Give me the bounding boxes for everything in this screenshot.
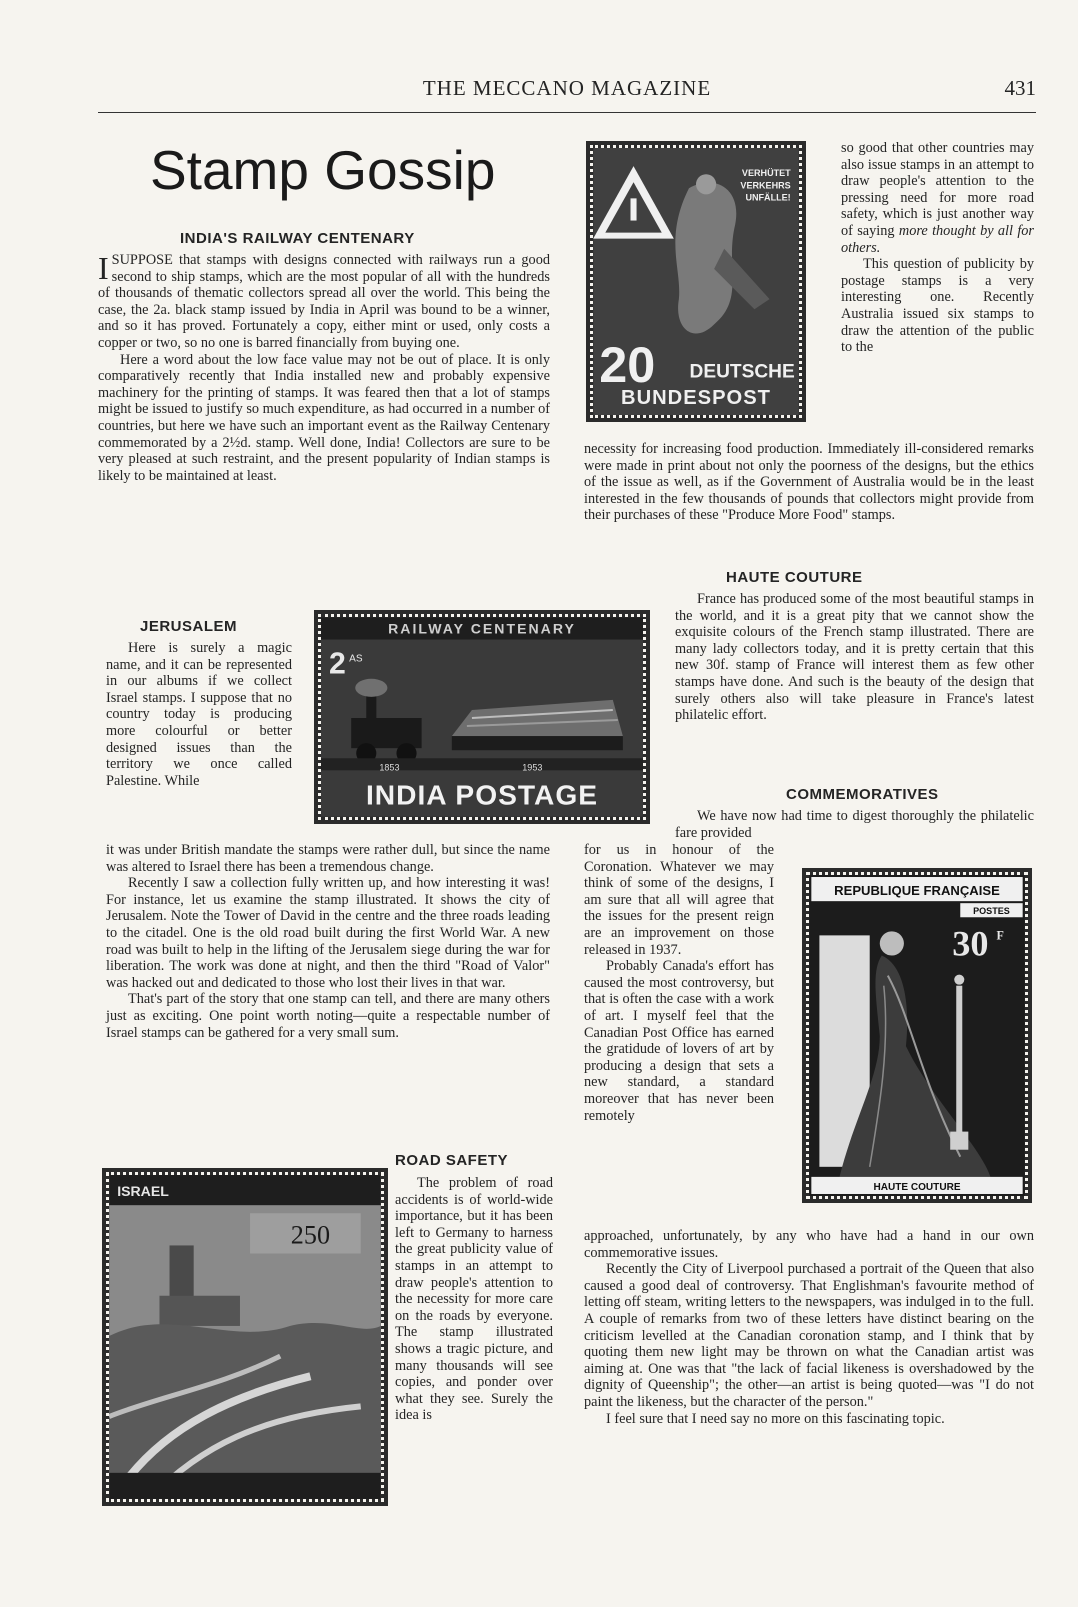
- stamp-banner-text: RAILWAY CENTENARY: [388, 620, 576, 637]
- stamp-line-1: DEUTSCHE: [689, 361, 795, 383]
- stamp-country: ISRAEL: [117, 1183, 169, 1200]
- stamp-warning-line-2: VERKEHRS: [740, 180, 791, 191]
- india-text: [98, 252, 550, 484]
- commemoratives-text-wide: [584, 1228, 1034, 1427]
- jerusalem-text-wide: [106, 842, 550, 1041]
- stamp-country: REPUBLIQUE FRANÇAISE: [834, 883, 1000, 899]
- stamp-value: 250: [290, 1220, 331, 1250]
- article-title: Stamp Gossip: [150, 139, 496, 201]
- heading-road-safety: ROAD SAFETY: [395, 1152, 509, 1169]
- stamp-value: 2: [329, 647, 346, 681]
- magazine-title: THE MECCANO MAGAZINE: [422, 76, 712, 100]
- stamp-year-right: 1953: [522, 762, 543, 773]
- jerusalem-text-narrow: [106, 640, 292, 789]
- road-safety-continued-wide: [584, 441, 1034, 524]
- haute-couture-text: [675, 591, 1034, 724]
- jerusalem-paragraph-3: That's part of the story that one stamp can tell, and there are many others just as exciting. One point worth noting—quite a respectable number of Israel stamps can be gathered for a very small sum.: [106, 991, 550, 1041]
- heading-jerusalem: JERUSALEM: [140, 618, 238, 635]
- india-stamp-art: [321, 617, 643, 817]
- india-railway-stamp: [318, 614, 646, 820]
- india-paragraph-2: Here a word about the low face value may not be out of place. It is only comparatively recently that India installed new and probably expensive machinery for the printing of stamps. It was feared then that a lot of stamps might be issued to justify so much expenditure, as had occurred in a number of countries, but here we have such an important event as the Railway Centenary commemorated by a 2½d. stamp. Well done, India! Collectors are sure to be very pleased at such restraint, and the present popularity of Indian stamps is likely to be maintained at least.: [98, 351, 550, 484]
- commemoratives-text-top: [675, 808, 1034, 841]
- stamp-warning-line-3: UNFÄLLE!: [745, 192, 791, 203]
- page-number: 431: [1004, 76, 1036, 100]
- stamp-year-left: 1853: [379, 762, 400, 773]
- commemoratives-paragraph-1b: for us in honour of the Coronation. Whatever we may think of some of the designs, I am sure that all will agree that the issues for the present reign are an improvement on those released in 1937.: [584, 842, 774, 958]
- drop-cap: I: [98, 250, 109, 286]
- commemoratives-text-narrow: [584, 842, 774, 1124]
- stamp-value: 20: [599, 335, 656, 393]
- france-stamp-art: [809, 875, 1025, 1196]
- commemoratives-paragraph-1a: We have now had time to digest thoroughly the philatelic fare provided: [675, 808, 1034, 841]
- india-paragraph-1: ISUPPOSE that stamps with designs connected with railways run a good second to ship stamps, which are the most popular of all with the hundreds of thousands of thematic collectors spread all over the world. This being the case, the 2a. black stamp issued by India in April was bound to be a winner, and so it has proved. Fortunately a copy, either mint or used, only costs a copper or two, so no one is barred financially from buying one.: [98, 250, 550, 351]
- heading-commemoratives: COMMEMORATIVES: [786, 786, 939, 803]
- france-haute-couture-stamp: [806, 872, 1028, 1199]
- road-safety-continued-narrow: [841, 140, 1034, 356]
- road-safety-text: [395, 1175, 553, 1424]
- jerusalem-paragraph-2: Recently I saw a collection fully written up, and how interesting it was! For instance, let us examine the stamp illustrated. It shows the city of Jerusalem. Note the Tower of David in the centre and the three roads leading to the citadel. One is the old road built during the first World War. A new road was built to help in the lifting of the Jerusalem siege during the war for liberation. The work was done at night, and then the third "Road of Valor" was hacked out and dedicated to those who lost their lives in that war.: [106, 875, 550, 991]
- stamp-postes: POSTES: [973, 906, 1010, 917]
- road-safety-continued-1: so good that other countries may also issue stamps in an attempt to draw people's attention to the pressing need for more road safety, which is just another way of saying more thought by all for others.: [841, 140, 1034, 256]
- commemoratives-paragraph-2b: approached, unfortunately, by any who have had a hand in our own commemorative issues.: [584, 1228, 1034, 1261]
- jerusalem-paragraph-1b: it was under British mandate the stamps were rather dull, but since the name was altered to Israel there has been a tremendous change.: [106, 842, 550, 875]
- israel-stamp-art: [109, 1175, 381, 1499]
- israel-jerusalem-stamp: [106, 1172, 384, 1502]
- jerusalem-paragraph-1a: Here is surely a magic name, and it can be represented in our albums if we collect Israel stamps. I suppose that no country today is producing more colourful or better designed issues than the territory we once called Palestine. While: [106, 640, 292, 789]
- stamp-value-unit: AS: [349, 653, 363, 665]
- germany-road-safety-stamp: [590, 145, 802, 418]
- stamp-country: INDIA POSTAGE: [365, 778, 599, 811]
- road-safety-paragraph-2a: This question of publicity by postage stamps is a very interesting one. Recently Australia issued six stamps to draw the attention of the public to the: [841, 256, 1034, 356]
- commemoratives-paragraph-3: Recently the City of Liverpool purchased a portrait of the Queen that also caused a good deal of controversy. That Englishman's favourite method of letting off steam, writing letters to the newspapers, was indulged in to the full. A couple of remarks from two of these letters have distinct bearing on the criticism levelled at the Canadian coronation stamp, and I think that by quoting them new light may be thrown on what the Canadian artist was aiming at. One was that "the lack of facial likeness is overshadowed by the dignity of Queenship"; the other—an artist is being quoted—was "I do not paint the likeness, but the character of the person.": [584, 1261, 1034, 1410]
- heading-india-railway: INDIA'S RAILWAY CENTENARY: [180, 230, 415, 247]
- germany-stamp-art: [593, 148, 799, 415]
- commemoratives-paragraph-4: I feel sure that I need say no more on this fascinating topic.: [606, 1410, 945, 1427]
- stamp-warning-line-1: VERHÜTET: [741, 168, 791, 179]
- road-safety-paragraph-1: The problem of road accidents is of world-wide importance, but it has been left to Germany to harness the great publicity value of stamps in an attempt to draw people's attention to the necessity for more care on the roads by everyone. The stamp illustrated shows a tragic picture, and many thousands will see copies, and ponder over what they see. Surely the idea is: [395, 1175, 553, 1424]
- heading-haute-couture: HAUTE COUTURE: [726, 569, 863, 586]
- commemoratives-paragraph-2: Probably Canada's effort has caused the most controversy, but that is often the case with a work of art. I myself feel that the Canadian Post Office has earned the gratidude of lovers of art by producing a design that sets a new standard, a standard moreover that has never been remotely: [584, 958, 774, 1124]
- stamp-line-2: BUNDESPOST: [621, 386, 771, 409]
- stamp-caption: HAUTE COUTURE: [873, 1181, 961, 1193]
- road-safety-paragraph-2b: necessity for increasing food production. Immediately ill-considered remarks were made in print about not only the poorness of the designs, but the ethics of the issue as well, as if the Government of Australia would be in the least interested in the few thousands of pounds that collectors might provide from their purchases of these "Produce More Food" stamps.: [584, 441, 1034, 524]
- stamp-value-unit: F: [996, 928, 1004, 943]
- haute-couture-paragraph-1: France has produced some of the most beautiful stamps in the world, and it is a great pity that we cannot show the exquisite colours of the French stamp illustrated. There are many lady collectors today, and it is pretty certain that this new 30f. stamp of France will interest them as few other stamps have done. And such is the beauty of the design that surely others also will take pleasure in France's latest philatelic effort.: [675, 591, 1034, 724]
- stamp-value: 30: [952, 923, 989, 964]
- running-header: [98, 72, 1036, 113]
